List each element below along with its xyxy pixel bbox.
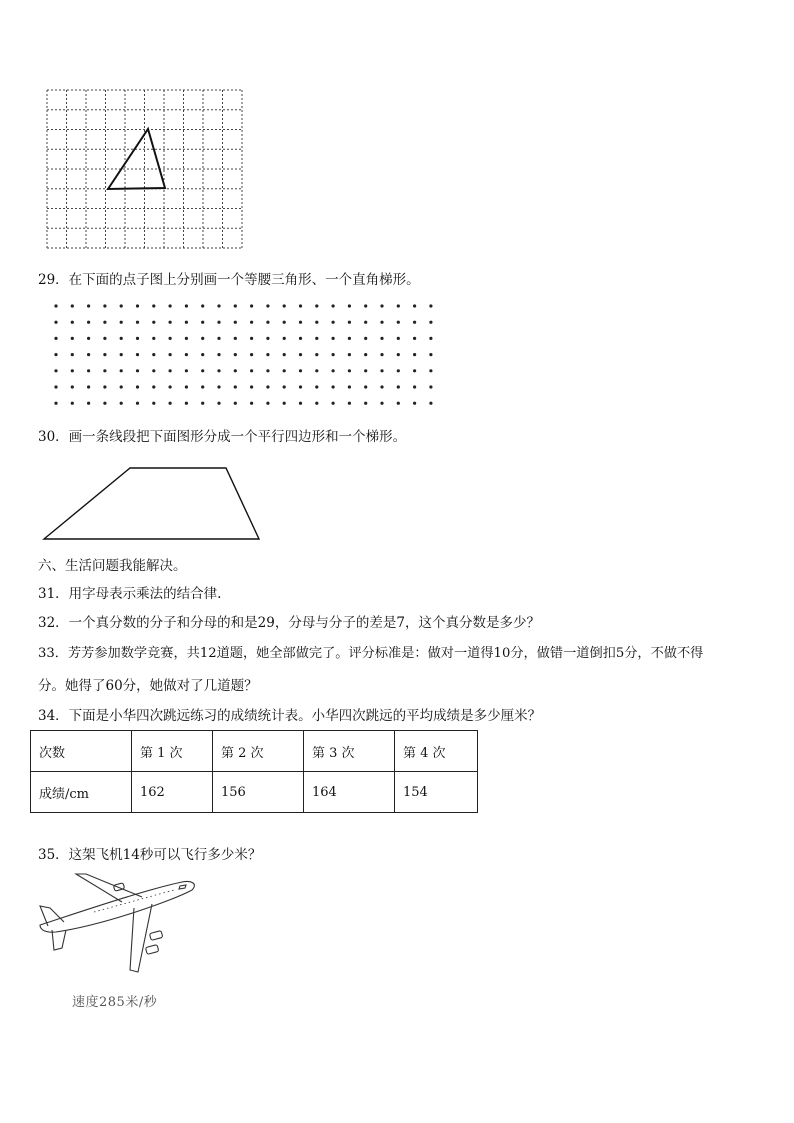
grid-dot (364, 385, 367, 388)
grid-dot (315, 304, 318, 307)
grid-dot (332, 385, 335, 388)
grid-dot (348, 337, 351, 340)
grid-dot (348, 321, 351, 324)
grid-dot (103, 402, 106, 405)
grid-dot (299, 304, 302, 307)
grid-dot (250, 353, 253, 356)
grid-dot (234, 353, 237, 356)
grid-dot (136, 402, 139, 405)
grid-dot (429, 385, 432, 388)
grid-dot (201, 337, 204, 340)
grid-dot (54, 385, 57, 388)
grid-dot (87, 304, 90, 307)
grid-dot (380, 353, 383, 356)
grid-dot (234, 369, 237, 372)
grid-dot (120, 369, 123, 372)
grid-dot (201, 304, 204, 307)
question-35: 35．这架飞机14秒可以飞行多少米？ (38, 847, 262, 863)
grid-dot (380, 337, 383, 340)
dot-grid (50, 300, 440, 410)
grid-dot (299, 321, 302, 324)
grid-dot (364, 353, 367, 356)
grid-dot (364, 304, 367, 307)
grid-dot (429, 402, 432, 405)
grid-dot (136, 337, 139, 340)
grid-dot (299, 369, 302, 372)
grid-dot (152, 337, 155, 340)
grid-dot (169, 385, 172, 388)
grid-dot (136, 353, 139, 356)
grid-dot (54, 369, 57, 372)
grid-dot (217, 321, 220, 324)
grid-dot (152, 402, 155, 405)
grid-dot (169, 321, 172, 324)
grid-dot (87, 402, 90, 405)
grid-dot (429, 353, 432, 356)
trapezoid-shape (44, 468, 259, 539)
grid-dot (152, 321, 155, 324)
grid-dot (103, 385, 106, 388)
grid-dot (103, 304, 106, 307)
grid-dot (120, 353, 123, 356)
grid-dot (332, 369, 335, 372)
grid-dot (283, 304, 286, 307)
grid-dot (120, 321, 123, 324)
grid-dot (348, 369, 351, 372)
grid-dot (250, 321, 253, 324)
grid-dot (397, 369, 400, 372)
grid-dot (217, 353, 220, 356)
grid-dot (87, 337, 90, 340)
grid-dot (413, 304, 416, 307)
grid-dot (348, 304, 351, 307)
table-cell: 第 4 次 (395, 731, 478, 772)
grid-dot (332, 337, 335, 340)
grid-dot (87, 385, 90, 388)
grid-dot (185, 304, 188, 307)
grid-dot (152, 369, 155, 372)
grid-dot (54, 402, 57, 405)
question-34: 34．下面是小华四次跳远练习的成绩统计表。小华四次跳远的平均成绩是多少厘米？ (38, 708, 542, 724)
grid-dot (283, 353, 286, 356)
question-33-line2: 分。她得了60分，她做对了几道题？ (38, 678, 258, 694)
table-header-row (31, 731, 478, 772)
grid-dot (413, 353, 416, 356)
airplane-speed-caption: 速度285米/秒 (72, 995, 158, 1010)
grid-dot (266, 321, 269, 324)
grid-dot (266, 385, 269, 388)
grid-dot (234, 304, 237, 307)
grid-dot (71, 385, 74, 388)
section-6-heading: 六、生活问题我能解决。 (38, 558, 187, 574)
grid-dot (185, 369, 188, 372)
grid-dot (234, 385, 237, 388)
grid-dot (103, 369, 106, 372)
grid-dot (413, 369, 416, 372)
grid-dot (332, 402, 335, 405)
table-cell: 154 (395, 772, 478, 813)
question-29: 29．在下面的点子图上分别画一个等腰三角形、一个直角梯形。 (38, 272, 420, 288)
grid-dot (299, 385, 302, 388)
grid-dot (136, 369, 139, 372)
grid-dot (397, 321, 400, 324)
grid-dot (250, 337, 253, 340)
table-cell: 164 (304, 772, 395, 813)
grid-dot (185, 385, 188, 388)
table-cell: 次数 (31, 731, 132, 772)
grid-dot (152, 353, 155, 356)
grid-dot (54, 337, 57, 340)
grid-dot (348, 402, 351, 405)
grid-dot (87, 369, 90, 372)
grid-dot (234, 402, 237, 405)
grid-dot (429, 321, 432, 324)
grid-dot (169, 353, 172, 356)
grid-dot (364, 321, 367, 324)
grid-dot (266, 369, 269, 372)
question-32: 32．一个真分数的分子和分母的和是29，分母与分子的差是7，这个真分数是多少？ (38, 615, 540, 631)
grid-dot (136, 304, 139, 307)
table-cell: 第 3 次 (304, 731, 395, 772)
grid-dot (380, 402, 383, 405)
grid-dot (120, 337, 123, 340)
grid-dot (397, 353, 400, 356)
grid-dot (266, 353, 269, 356)
grid-dot (185, 353, 188, 356)
grid-dot (413, 321, 416, 324)
grid-dot (380, 304, 383, 307)
grid-dot (299, 337, 302, 340)
grid-dot (87, 321, 90, 324)
grid-dot (266, 402, 269, 405)
grid-dot (185, 402, 188, 405)
grid-dot (250, 385, 253, 388)
grid-dot (364, 369, 367, 372)
grid-dot (315, 385, 318, 388)
grid-dot (169, 337, 172, 340)
grid-dot (397, 402, 400, 405)
grid-dot (201, 402, 204, 405)
grid-dot (397, 304, 400, 307)
grid-dot (169, 369, 172, 372)
grid-dot (152, 304, 155, 307)
grid-dot (217, 337, 220, 340)
grid-dot (201, 353, 204, 356)
table-cell: 156 (213, 772, 304, 813)
grid-dot (283, 402, 286, 405)
grid-dot (120, 304, 123, 307)
question-31: 31．用字母表示乘法的结合律. (38, 586, 222, 602)
jump-score-table (30, 730, 478, 813)
grid-dot (315, 321, 318, 324)
grid-dot (266, 304, 269, 307)
grid-dot (283, 321, 286, 324)
grid-dot (429, 337, 432, 340)
grid-dot (201, 369, 204, 372)
grid-dot (71, 353, 74, 356)
grid-dot (201, 385, 204, 388)
airplane-illustration (34, 870, 200, 978)
table-cell: 162 (132, 772, 213, 813)
trapezoid-figure (40, 462, 266, 546)
grid-dot (332, 353, 335, 356)
grid-dot (250, 369, 253, 372)
grid-dot (283, 369, 286, 372)
grid-dot (266, 337, 269, 340)
grid-dot (413, 402, 416, 405)
grid-dot (283, 337, 286, 340)
grid-dot (315, 353, 318, 356)
grid-dot (152, 385, 155, 388)
grid-dot (348, 353, 351, 356)
grid-dot (217, 385, 220, 388)
grid-dot (71, 304, 74, 307)
grid-dot (413, 337, 416, 340)
grid-dot (169, 402, 172, 405)
table-cell: 成绩/cm (31, 772, 132, 813)
table-row (31, 772, 478, 813)
grid-dot (348, 385, 351, 388)
grid-dot (380, 369, 383, 372)
grid-dot (299, 353, 302, 356)
grid-dot (136, 321, 139, 324)
grid-dot (136, 385, 139, 388)
grid-dot (234, 337, 237, 340)
grid-dot (185, 337, 188, 340)
grid-dot (413, 385, 416, 388)
grid-dot (217, 369, 220, 372)
grid-dot (332, 304, 335, 307)
grid-dot (429, 369, 432, 372)
triangle-shape (108, 129, 165, 189)
grid-dot (54, 353, 57, 356)
grid-dot (315, 337, 318, 340)
grid-dot (315, 369, 318, 372)
question-30: 30．画一条线段把下面图形分成一个平行四边形和一个梯形。 (38, 429, 407, 445)
grid-dot (71, 402, 74, 405)
grid-dot (380, 321, 383, 324)
grid-dot (397, 337, 400, 340)
grid-dot (103, 321, 106, 324)
grid-dot (169, 304, 172, 307)
grid-dot (397, 385, 400, 388)
grid-dot (120, 402, 123, 405)
grid-dot (71, 369, 74, 372)
question-33-line1: 33．芳芳参加数学竞赛，共12道题，她全部做完了。评分标准是：做对一道得10分，做错一道倒扣5分，不做不得 (38, 646, 704, 661)
grid-dot (201, 321, 204, 324)
grid-dot (217, 304, 220, 307)
grid-dot (120, 385, 123, 388)
grid-dot (234, 321, 237, 324)
grid-dot (283, 385, 286, 388)
table-cell: 第 2 次 (213, 731, 304, 772)
grid-dot (87, 353, 90, 356)
grid-dot (185, 321, 188, 324)
grid-dot (103, 353, 106, 356)
grid-dot (380, 385, 383, 388)
grid-dot (299, 402, 302, 405)
grid-dot (71, 321, 74, 324)
grid-dot (429, 304, 432, 307)
grid-dot (54, 321, 57, 324)
grid-dot (315, 402, 318, 405)
grid-dot (250, 402, 253, 405)
grid-dot (71, 337, 74, 340)
grid-dot (364, 337, 367, 340)
grid-triangle-figure (44, 88, 246, 252)
grid-dot (217, 402, 220, 405)
grid-dot (103, 337, 106, 340)
grid-dot (54, 304, 57, 307)
grid-dot (332, 321, 335, 324)
grid-dot (364, 402, 367, 405)
table-cell: 第 1 次 (132, 731, 213, 772)
grid-dot (250, 304, 253, 307)
